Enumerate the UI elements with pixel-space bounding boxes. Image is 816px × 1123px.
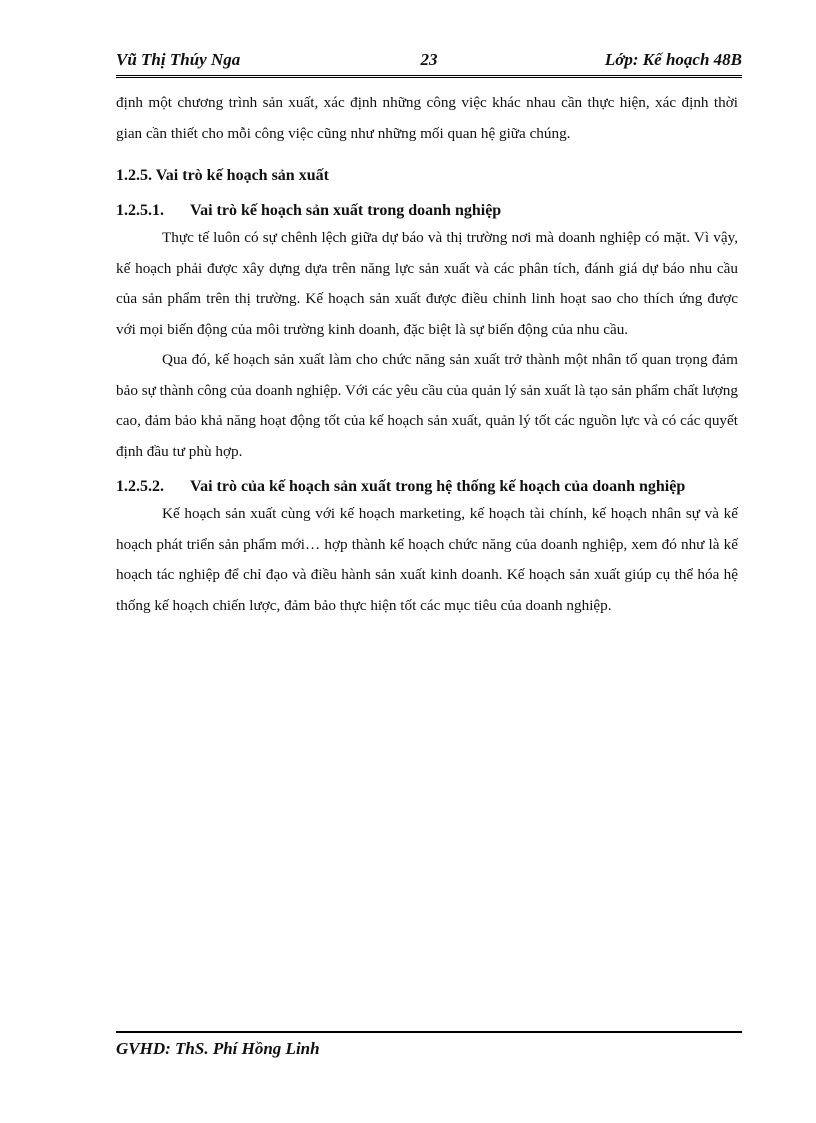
header-author: Vũ Thị Thúy Nga — [116, 50, 241, 69]
subsection-1-title: Vai trò kế hoạch sản xuất trong doanh nghiệp — [190, 202, 502, 219]
page-footer — [116, 1031, 742, 1059]
subsection-2-heading — [116, 475, 738, 499]
subsection-1-number: 1.2.5.1. — [116, 202, 164, 219]
subsection-1-paragraph-1: Thực tế luôn có sự chênh lệch giữa dự báo và thị trường nơi mà doanh nghiệp có mặt. Vì vậy, kế hoạch phải được xây dựng dựa trên năng lực sản xuất và các phân tích, đánh giá dự báo nhu cầu của sản phẩm trên thị trường. Kế hoạch sản xuất được điều chỉnh linh hoạt sao cho thích ứng được với mọi biến động của môi trường kinh doanh, đặc biệt là sự biến động của nhu cầu. — [116, 229, 738, 338]
section-heading: 1.2.5. Vai trò kế hoạch sản xuất — [116, 167, 329, 184]
subsection-1-paragraph-2: Qua đó, kế hoạch sản xuất làm cho chức năng sản xuất trở thành một nhân tố quan trọng đảm bảo sự thành công của doanh nghiệp. Với các yêu cầu của quản lý sản xuất là tạo sản phẩm chất lượng cao, đảm bảo khả năng hoạt động tốt của kế hoạch sản xuất, quản lý tốt các nguồn lực và có các quyết định đầu tư phù hợp. — [116, 351, 738, 460]
subsection-2-paragraph-1: Kế hoạch sản xuất cùng với kế hoạch marketing, kế hoạch tài chính, kế hoạch nhân sự và kế hoạch phát triển sản phẩm mới… hợp thành kế hoạch chức năng của doanh nghiệp, xem đó như là kế hoạch tác nghiệp để chỉ đạo và điều hành sản xuất kinh doanh. Kế hoạch sản xuất giúp cụ thể hóa hệ thống kế hoạch chiến lược, đảm bảo thực hiện tốt các mục tiêu của doanh nghiệp. — [116, 505, 738, 614]
intro-paragraph: định một chương trình sản xuất, xác định những công việc khác nhau cần thực hiện, xác định thời gian cần thiết cho mỗi công việc cũng như những mối quan hệ giữa chúng. — [116, 94, 738, 142]
page-header — [116, 47, 742, 78]
subsection-1-heading — [116, 199, 738, 223]
header-page-number: 23 — [420, 50, 438, 69]
subsection-2-number: 1.2.5.2. — [116, 478, 164, 495]
header-class: Lớp: Kế hoạch 48B — [604, 50, 742, 69]
subsection-2-title: Vai trò của kế hoạch sản xuất trong hệ thống kế hoạch của doanh nghiệp — [190, 478, 686, 495]
footer-supervisor: GVHD: ThS. Phí Hồng Linh — [116, 1039, 320, 1058]
page-body — [116, 88, 738, 621]
